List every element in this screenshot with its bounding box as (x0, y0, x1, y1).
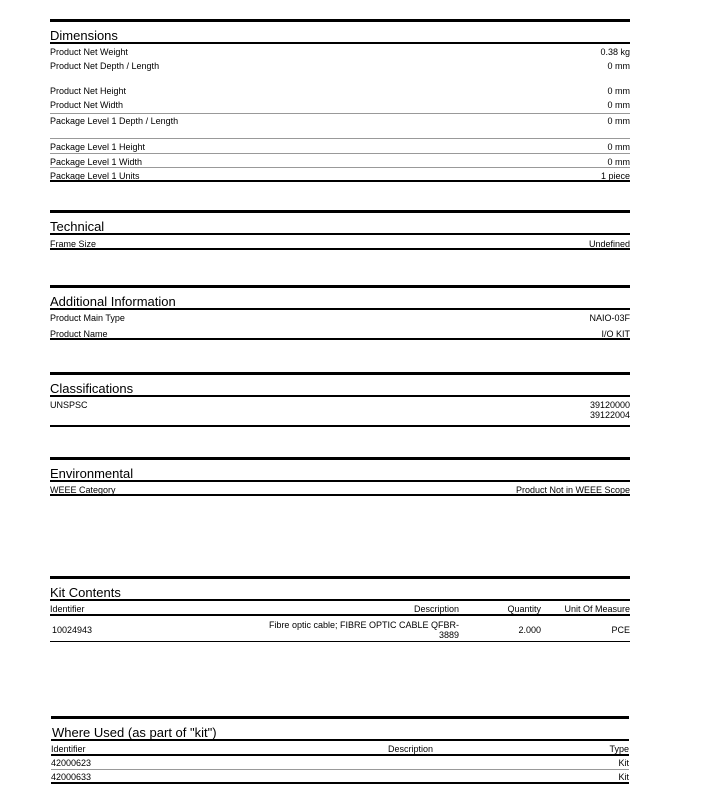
row-value: 1 piece (600, 171, 630, 181)
environmental-title: Environmental (50, 457, 630, 482)
env-row-weee (50, 482, 630, 496)
row-label: Package Level 1 Height (50, 142, 146, 152)
row-label: WEEE Category (50, 485, 116, 495)
row-value: Undefined (588, 239, 630, 249)
row-value: NAIO-03F (589, 313, 630, 323)
dimensions-title: Dimensions (50, 19, 630, 44)
additional-section (50, 285, 630, 340)
col-identifier: Identifier (50, 604, 85, 614)
dim-row-pkg-units (50, 168, 630, 182)
technical-title: Technical (50, 210, 630, 235)
row-value: 0.38 kg (600, 47, 630, 57)
unspsc-code-2: 39122004 (589, 410, 630, 420)
row-value: 0 mm (607, 100, 630, 110)
cell-type: Kit (618, 758, 629, 768)
cell-description-line1: Fibre optic cable; FIBRE OPTIC CABLE QFBR- (268, 620, 459, 630)
row-label: Product Net Depth / Length (50, 61, 160, 71)
cell-identifier: 42000633 (51, 772, 92, 782)
row-label: Product Net Weight (50, 47, 128, 57)
col-quantity: Quantity (507, 604, 541, 614)
kit-contents-header (50, 601, 630, 616)
dim-row-net-depth (50, 61, 630, 86)
row-label: Package Level 1 Width (50, 157, 143, 167)
technical-section (50, 210, 630, 250)
kit-contents-section (50, 576, 630, 642)
where-used-title: Where Used (as part of "kit") (51, 716, 629, 741)
col-description: Description (413, 604, 459, 614)
row-label: Package Level 1 Units (50, 171, 140, 181)
additional-title: Additional Information (50, 285, 630, 310)
dim-row-pkg-depth (50, 114, 630, 139)
row-label: Frame Size (50, 239, 97, 249)
where-used-section (51, 716, 629, 784)
cell-type: Kit (618, 772, 629, 782)
kit-contents-title: Kit Contents (50, 576, 630, 601)
table-row (51, 770, 629, 784)
add-row-main-type (50, 313, 630, 328)
where-used-header (51, 741, 629, 756)
row-label: Package Level 1 Depth / Length (50, 116, 179, 126)
row-value: I/O KIT (601, 329, 630, 339)
col-uom: Unit Of Measure (564, 604, 630, 614)
cell-identifier: 10024943 (52, 625, 93, 635)
classifications-section (50, 372, 630, 427)
col-type: Type (609, 744, 629, 754)
cell-quantity: 2.000 (518, 625, 541, 635)
environmental-section (50, 457, 630, 496)
row-value: Product Not in WEEE Scope (515, 485, 630, 495)
row-label: Product Main Type (50, 313, 125, 323)
cell-uom: PCE (611, 625, 630, 635)
tech-row-frame-size (50, 235, 630, 250)
unspsc-code-1: 39120000 (589, 400, 630, 410)
row-value: 0 mm (607, 61, 630, 71)
row-value: 0 mm (607, 116, 630, 126)
row-label: UNSPSC (50, 400, 88, 410)
table-row (51, 756, 629, 770)
row-value: 0 mm (607, 157, 630, 167)
cell-description-line2: 3889 (438, 630, 459, 640)
dim-row-pkg-height (50, 139, 630, 154)
row-label: Product Name (50, 329, 108, 339)
add-row-product-name (50, 328, 630, 340)
col-identifier: Identifier (51, 744, 86, 754)
dim-row-pkg-width (50, 154, 630, 168)
classifications-title: Classifications (50, 372, 630, 397)
row-label: Product Net Width (50, 100, 124, 110)
col-description: Description (388, 744, 434, 754)
table-row (50, 616, 630, 642)
row-value: 0 mm (607, 142, 630, 152)
class-row-unspsc (50, 400, 630, 427)
cell-identifier: 42000623 (51, 758, 92, 768)
row-label: Product Net Height (50, 86, 127, 96)
dimensions-section (50, 19, 630, 182)
dim-row-net-height (50, 86, 630, 100)
dim-row-net-weight (50, 47, 630, 61)
dim-row-net-width (50, 100, 630, 114)
row-value: 0 mm (607, 86, 630, 96)
